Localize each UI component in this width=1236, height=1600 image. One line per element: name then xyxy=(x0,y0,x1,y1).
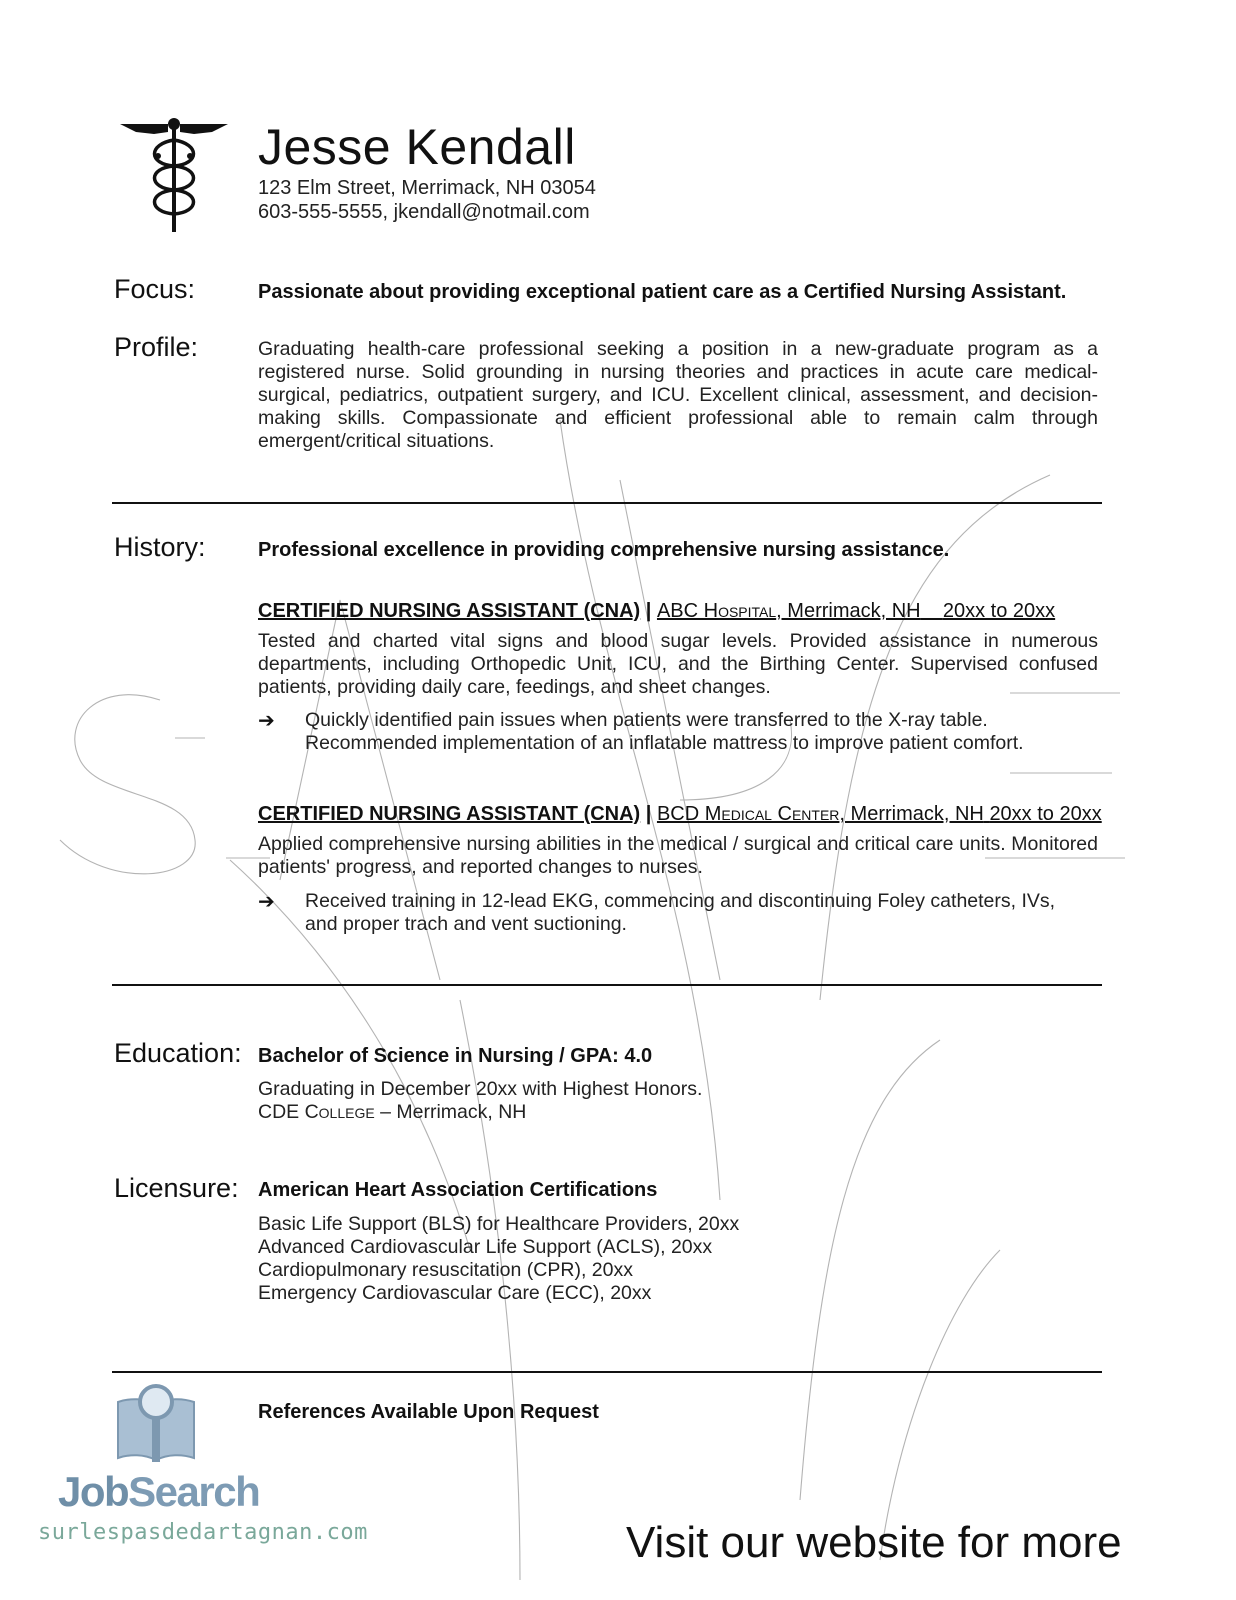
job-dates: 20xx to 20xx xyxy=(989,803,1102,825)
visit-website-link[interactable]: Visit our website for more xyxy=(626,1518,1122,1567)
job-separator: | xyxy=(645,803,652,825)
section-divider xyxy=(112,984,1102,986)
graduation-info: Graduating in December 20xx with Highest Honors. xyxy=(258,1078,703,1100)
logo-search: Search xyxy=(128,1468,260,1515)
job-title: CERTIFIED NURSING ASSISTANT (CNA) xyxy=(258,803,641,825)
address: 123 Elm Street, Merrimack, NH 03054 xyxy=(258,177,596,199)
history-label: History: xyxy=(114,532,206,562)
school-location: – Merrimack, NH xyxy=(374,1101,527,1123)
job-description: Tested and charted vital signs and blood sugar levels. Provided assistance in numerous departments, including Orthopedic Unit, ICU, and the Birthing Center. Supervised confused patients, providing daily care, feedings, and sheet changes. xyxy=(258,630,1098,698)
jobsearch-logo-text xyxy=(58,1468,259,1516)
certification-item: Emergency Cardiovascular Care (ECC), 20xx xyxy=(258,1282,652,1304)
job-location: , Merrimack, NH xyxy=(776,600,921,622)
profile-label: Profile: xyxy=(114,332,199,362)
site-domain[interactable]: surlespasdedartagnan.com xyxy=(38,1520,368,1545)
job-achievement: Received training in 12-lead EKG, commencing and discontinuing Foley catheters, IVs, and proper trach and vent suctioning. xyxy=(305,890,1056,935)
job-description: Applied comprehensive nursing abilities in the medical / surgical and critical care units. Monitored patients' progress, and reported changes to nurses. xyxy=(258,833,1098,878)
job-employer-line xyxy=(657,600,1055,622)
certification-item: Basic Life Support (BLS) for Healthcare Providers, 20xx xyxy=(258,1213,740,1235)
references-note: References Available Upon Request xyxy=(258,1401,599,1423)
licensure-label: Licensure: xyxy=(114,1173,239,1203)
school-name: CDE College xyxy=(258,1101,375,1123)
focus-label: Focus: xyxy=(114,274,196,304)
arrow-bullet-icon: ➔ xyxy=(258,891,275,913)
certification-item: Advanced Cardiovascular Life Support (ACLS), 20xx xyxy=(258,1236,713,1258)
focus-text: Passionate about providing exceptional patient care as a Certified Nursing Assistant. xyxy=(258,281,1067,303)
profile-text: Graduating health-care professional seeking a position in a new-graduate program as a registered nurse. Solid grounding in nursing theories and practices in acute care medical-surgical, pediatrics, outpatient surgery, and ICU. Excellent clinical, assessment, and decision-making skills. Compassionate and efficient professional able to remain calm through emergent/critical situations. xyxy=(258,338,1098,452)
section-divider xyxy=(112,1371,1102,1373)
contact-info: 603-555-5555, jkendall@notmail.com xyxy=(258,201,590,223)
jobsearch-logo-icon xyxy=(116,1382,196,1466)
caduceus-icon xyxy=(118,118,230,234)
applicant-name: Jesse Kendall xyxy=(258,119,576,175)
certification-item: Cardiopulmonary resuscitation (CPR), 20xx xyxy=(258,1259,633,1281)
job-title-line xyxy=(258,600,1055,623)
licensure-heading: American Heart Association Certifications xyxy=(258,1179,658,1201)
logo-job: Job xyxy=(58,1468,129,1515)
degree: Bachelor of Science in Nursing / GPA: 4.0 xyxy=(258,1045,653,1067)
job-title: CERTIFIED NURSING ASSISTANT (CNA) xyxy=(258,600,641,622)
section-divider xyxy=(112,502,1102,504)
job-employer-line xyxy=(657,803,1102,825)
job-separator: | xyxy=(645,600,652,622)
job-employer: ABC Hospital xyxy=(656,600,777,622)
job-location: , Merrimack, NH xyxy=(839,803,984,825)
job-achievement: Quickly identified pain issues when patients were transferred to the X-ray table. Recommended implementation of an inflatable mattress to improve patient comfort. xyxy=(305,709,1024,754)
education-label: Education: xyxy=(114,1038,242,1068)
arrow-bullet-icon: ➔ xyxy=(258,710,275,732)
school-line xyxy=(258,1101,526,1124)
job-title-line xyxy=(258,803,1102,826)
history-summary: Professional excellence in providing comprehensive nursing assistance. xyxy=(258,539,950,561)
job-dates: 20xx to 20xx xyxy=(942,600,1056,622)
job-employer: BCD Medical Center xyxy=(656,803,840,825)
